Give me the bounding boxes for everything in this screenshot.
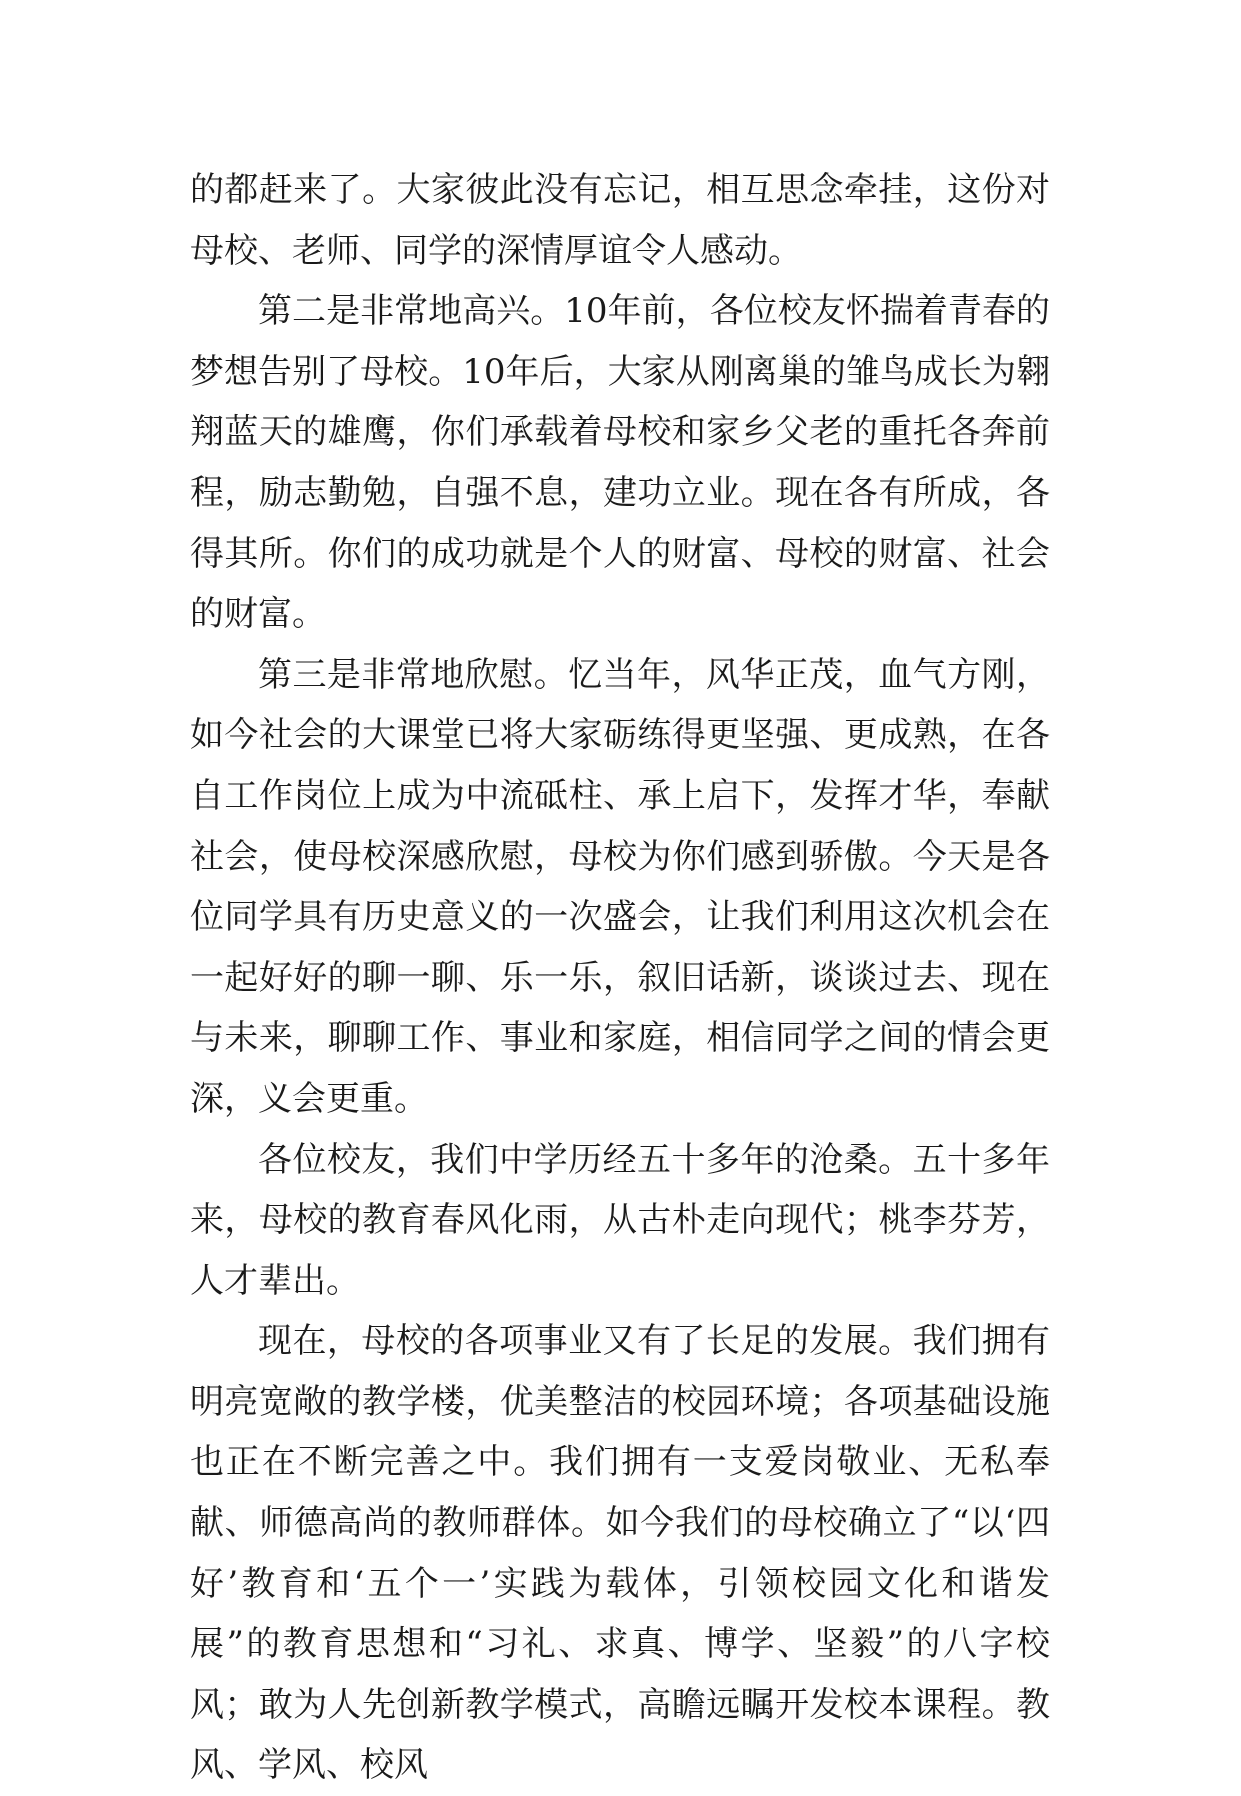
paragraph-school-history: 各位校友，我们中学历经五十多年的沧桑。五十多年来，母校的教育春风化雨，从古朴走向现代；桃李芬芳，人才辈出。 — [190, 1139, 1050, 1301]
paragraph-continuation: 的都赶来了。大家彼此没有忘记，相互思念牵挂，这份对母校、老师、同学的深情厚谊令人感动。 — [190, 170, 1050, 271]
paragraph-second-point: 第二是非常地高兴。10年前，各位校友怀揣着青春的梦想告别了母校。10年后，大家从刚离巢的雏鸟成长为翱翔蓝天的雄鹰，你们承载着母校和家乡父老的重托各奔前程，励志勤勉，自强不息，建功立业。现在各有所成，各得其所。你们的成功就是个人的财富、母校的财富、社会的财富。 — [190, 291, 1050, 635]
body-text — [190, 160, 1050, 1796]
paragraph-third-point: 第三是非常地欣慰。忆当年，风华正茂，血气方刚，如今社会的大课堂已将大家砺练得更坚强、更成熟，在各自工作岗位上成为中流砥柱、承上启下，发挥才华，奉献社会，使母校深感欣慰，母校为你们感到骄傲。今天是各位同学具有历史意义的一次盛会，让我们利用这次机会在一起好好的聊一聊、乐一乐，叙旧话新，谈谈过去、现在与未来，聊聊工作、事业和家庭，相信同学之间的情会更深，义会更重。 — [190, 654, 1050, 1119]
paragraph-school-development: 现在，母校的各项事业又有了长足的发展。我们拥有明亮宽敞的教学楼，优美整洁的校园环境；各项基础设施也正在不断完善之中。我们拥有一支爱岗敬业、无私奉献、师德高尚的教师群体。如今我们的母校确立了“以‘四好’教育和‘五个一’实践为载体，引领校园文化和谐发展”的教育思想和“习礼、求真、博学、坚毅”的八字校风；敢为人先创新教学模式，高瞻远瞩开发校本课程。教风、学风、校风 — [190, 1321, 1050, 1786]
